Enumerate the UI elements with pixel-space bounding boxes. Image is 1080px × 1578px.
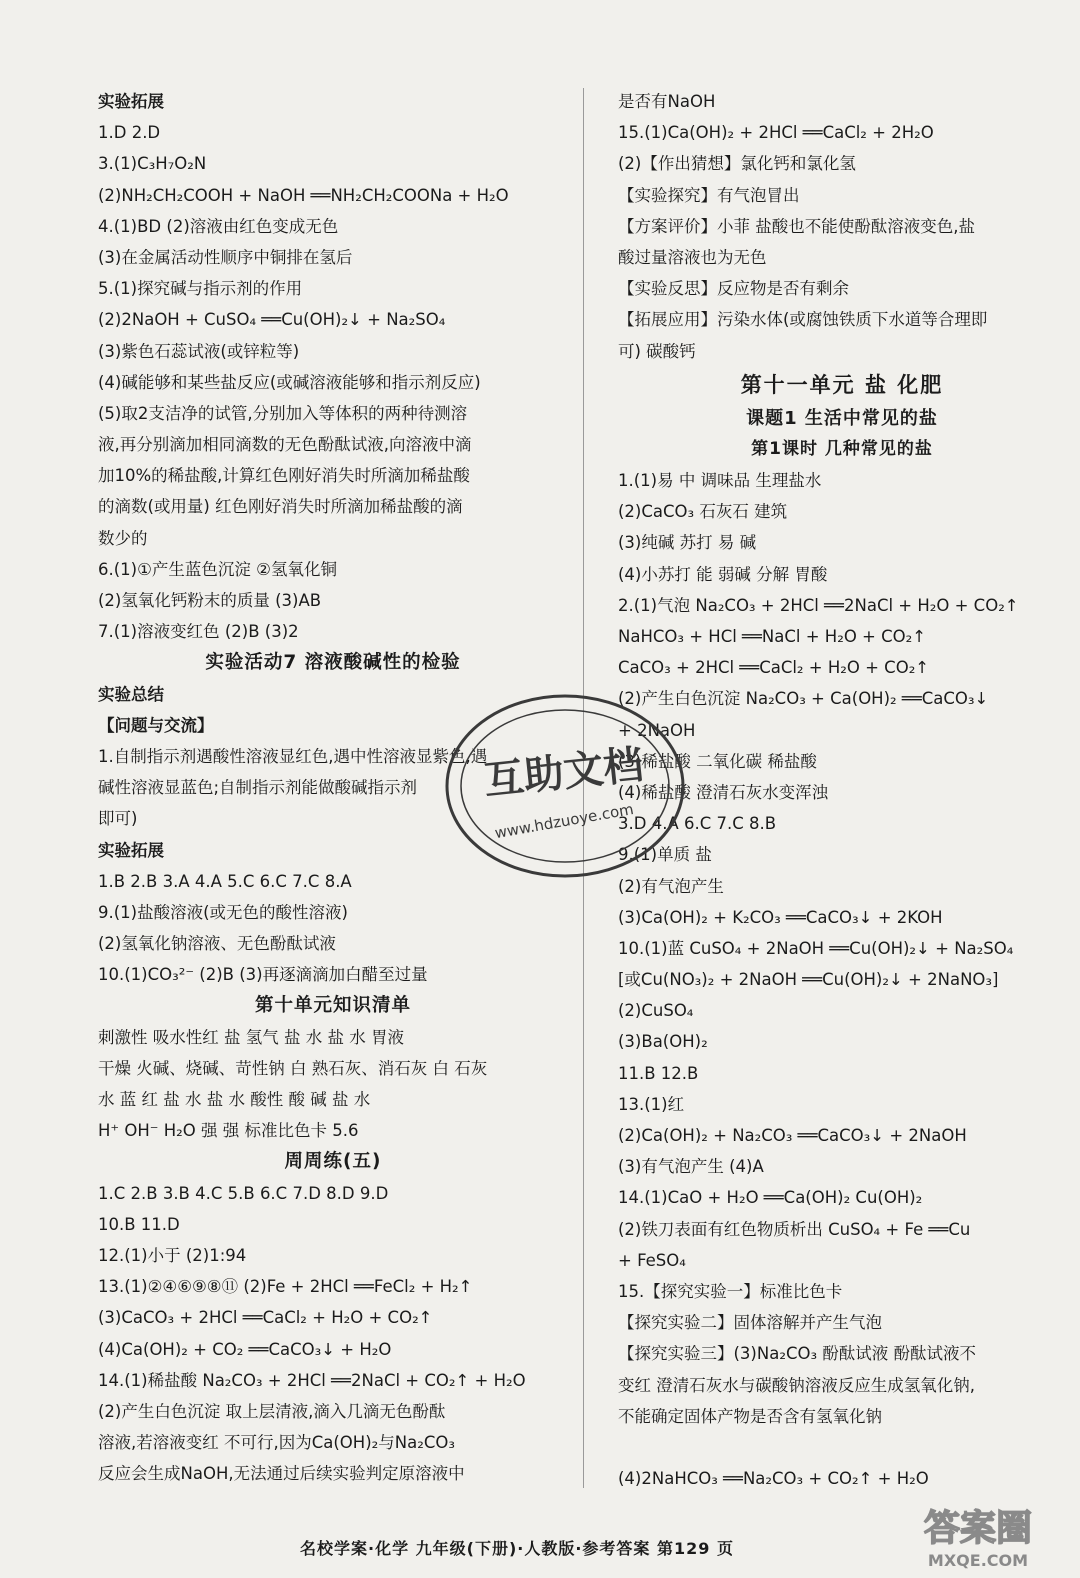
right-answer-line: (2)CuSO₄ [618,1001,694,1021]
right-answer-line: + FeSO₄ [618,1250,686,1270]
right-answer-line: 第1课时 几种常见的盐 [751,438,933,459]
left-answer-line: 数少的 [98,528,148,548]
right-answer-line: 11.B 12.B [618,1063,699,1083]
page-footer: 名校学案·化学 九年级(下册)·人教版·参考答案 第129 页 [300,1539,734,1558]
left-answer-line: 1.C 2.B 3.B 4.C 5.B 6.C 7.D 8.D 9.D [98,1183,389,1203]
left-answer-line: H⁺ OH⁻ H₂O 强 强 标准比色卡 5.6 [98,1121,359,1141]
left-answer-line: 10.(1)CO₃²⁻ (2)B (3)再逐滴滴加白醋至过量 [98,965,428,985]
left-answer-line: 6.(1)①产生蓝色沉淀 ②氢氧化铜 [98,559,337,579]
right-answer-line: 15.(1)Ca(OH)₂ + 2HCl ══CaCl₂ + 2H₂O [618,123,934,143]
right-answer-line: 10.(1)蓝 CuSO₄ + 2NaOH ══Cu(OH)₂↓ + Na₂SO₄ [618,938,1014,958]
right-answer-line: (4)小苏打 能 弱碱 分解 胃酸 [618,564,828,584]
right-answer-line: (3)纯碱 苏打 易 碱 [618,533,757,553]
left-answer-line: (3)在金属活动性顺序中铜排在氢后 [98,247,353,267]
left-answer-line: 碱性溶液显蓝色;自制指示剂能做酸碱指示剂 [98,778,418,798]
right-answer-line: + 2NaOH [618,720,696,740]
right-answer-line: (2)【作出猜想】氯化钙和氯化氢 [618,154,856,174]
left-answer-line: 实验活动7 溶液酸碱性的检验 [205,652,461,674]
left-answer-line: 实验总结 [98,684,164,704]
left-answer-line: 液,再分别滴加相同滴数的无色酚酞试液,向溶液中滴 [98,435,472,455]
right-answer-line [618,1432,1066,1463]
right-answer-line: (2)CaCO₃ 石灰石 建筑 [618,502,788,522]
left-answer-line: (2)氢氧化钠溶液、无色酚酞试液 [98,934,336,954]
right-answer-line: [或Cu(NO₃)₂ + 2NaOH ══Cu(OH)₂↓ + 2NaNO₃] [618,970,999,990]
right-answer-line: CaCO₃ + 2HCl ══CaCl₂ + H₂O + CO₂↑ [618,658,930,678]
right-answer-line: 不能确定固体产物是否含有氢氧化钠 [618,1406,882,1426]
right-answer-line: 【探究实验二】固体溶解并产生气泡 [618,1313,882,1333]
left-answer-line: 3.(1)C₃H₇O₂N [98,154,207,174]
left-answer-line: 10.B 11.D [98,1214,180,1234]
left-answer-line: (2)NH₂CH₂COOH + NaOH ══NH₂CH₂COONa + H₂O [98,185,509,205]
right-answer-line: 1.(1)易 中 调味品 生理盐水 [618,471,822,491]
left-answer-line: 9.(1)盐酸溶液(或无色的酸性溶液) [98,902,348,922]
right-answer-line: 13.(1)红 [618,1094,685,1114]
right-answer-line: 可) 碳酸钙 [618,341,696,361]
right-answer-line: 【实验探究】有气泡冒出 [618,185,800,205]
left-answer-line: 反应会生成NaOH,无法通过后续实验判定原溶液中 [98,1464,465,1484]
right-answer-line: 14.(1)CaO + H₂O ══Ca(OH)₂ Cu(OH)₂ [618,1188,923,1208]
left-answer-line: (2)产生白色沉淀 取上层清液,滴入几滴无色酚酞 [98,1401,446,1421]
left-answer-line: 7.(1)溶液变红色 (2)B (3)2 [98,622,299,642]
right-answer-line: 【拓展应用】污染水体(或腐蚀铁质下水道等合理即 [618,310,988,330]
right-answer-line: (4)稀盐酸 澄清石灰水变浑浊 [618,782,829,802]
left-answer-line: 14.(1)稀盐酸 Na₂CO₃ + 2HCl ══2NaCl + CO₂↑ + H₂O [98,1370,526,1390]
left-answer-line: 即可) [98,809,138,829]
left-answer-line: 第十单元知识清单 [254,995,411,1017]
left-answer-line: 的滴数(或用量) 红色刚好消失时所滴加稀盐酸的滴 [98,497,463,517]
right-answer-line: 课题1 生活中常见的盐 [746,407,938,429]
stamp-main-text: 互助文档 [481,741,646,805]
left-answer-line: 溶液,若溶液变红 不可行,因为Ca(OH)₂与Na₂CO₃ [98,1433,455,1453]
left-answer-line: 干燥 火碱、烧碱、苛性钠 白 熟石灰、消石灰 白 石灰 [98,1058,488,1078]
right-answer-line: 3.D 4.A 6.C 7.C 8.B [618,814,777,834]
left-column [98,86,568,1489]
left-answer-line: (5)取2支洁净的试管,分别加入等体积的两种待测溶 [98,403,468,423]
right-answer-line: 【方案评价】小菲 盐酸也不能使酚酞溶液变色,盐 [618,216,975,236]
left-answer-line: 【问题与交流】 [98,715,214,735]
left-answer-line: 水 蓝 红 盐 水 盐 水 酸性 酸 碱 盐 水 [98,1090,371,1109]
right-answer-line: (2)产生白色沉淀 Na₂CO₃ + Ca(OH)₂ ══CaCO₃↓ [618,689,989,709]
right-answer-line: (3)有气泡产生 (4)A [618,1157,764,1177]
right-answer-line: (3)Ca(OH)₂ + K₂CO₃ ══CaCO₃↓ + 2KOH [618,907,943,927]
right-answer-line: 9.(1)单质 盐 [618,845,712,865]
right-answer-line: (2)有气泡产生 [618,876,724,896]
stamp-url-text: www.hdzuoye.com [493,799,635,843]
corner-watermark-url: MXQE.COM [927,1551,1029,1570]
right-answer-line: 变红 澄清石灰水与碳酸钠溶液反应生成氢氧化钠, [618,1375,975,1395]
right-answer-line: 【实验反思】反应物是否有剩余 [618,279,849,299]
left-answer-line: (2)氢氧化钙粉末的质量 (3)AB [98,591,322,610]
left-answer-line: 周周练(五) [284,1151,382,1173]
right-answer-line: (2)Ca(OH)₂ + Na₂CO₃ ══CaCO₃↓ + 2NaOH [618,1126,967,1145]
right-answer-line: 第十一单元 盐 化肥 [740,372,944,397]
column-divider [583,88,584,1488]
right-answer-line: (4)2NaHCO₃ ══Na₂CO₃ + CO₂↑ + H₂O [618,1469,929,1489]
right-answer-line: (3)Ba(OH)₂ [618,1032,708,1052]
right-column [618,86,1066,1494]
right-answer-line: (2)铁刀表面有红色物质析出 CuSO₄ + Fe ══Cu [618,1219,971,1239]
left-answer-line: 1.D 2.D [98,123,161,143]
right-answer-line: 【探究实验三】(3)Na₂CO₃ 酚酞试液 酚酞试液不 [618,1344,977,1364]
left-answer-line: 刺激性 吸水性红 盐 氢气 盐 水 盐 水 胃液 [98,1027,404,1047]
left-answer-line: 4.(1)BD (2)溶液由红色变成无色 [98,216,339,236]
right-answer-line: 2.(1)气泡 Na₂CO₃ + 2HCl ══2NaCl + H₂O + CO₂↑ [618,595,1019,615]
right-answer-line: 15.【探究实验一】标准比色卡 [618,1281,843,1301]
left-answer-line: 1.B 2.B 3.A 4.A 5.C 6.C 7.C 8.A [98,871,352,891]
left-answer-line: 加10%的稀盐酸,计算红色刚好消失时所滴加稀盐酸 [98,466,470,486]
left-answer-line: 12.(1)小于 (2)1:94 [98,1245,247,1265]
left-answer-line: (3)紫色石蕊试液(或锌粒等) [98,341,300,361]
left-answer-line: 1.自制指示剂遇酸性溶液显红色,遇中性溶液显紫色,遇 [98,746,488,766]
left-answer-line: 实验拓展 [98,92,164,111]
left-answer-line: 实验拓展 [98,840,164,860]
left-answer-line: (4)碱能够和某些盐反应(或碱溶液能够和指示剂反应) [98,372,481,392]
right-answer-line: 酸过量溶液也为无色 [618,247,767,267]
right-answer-line: 是否有NaOH [618,92,716,111]
corner-watermark-main: 答案圈 [923,1508,1033,1549]
left-answer-line: 5.(1)探究碱与指示剂的作用 [98,279,303,299]
left-answer-line: (3)CaCO₃ + 2HCl ══CaCl₂ + H₂O + CO₂↑ [98,1308,433,1328]
right-answer-line: (3)稀盐酸 二氧化碳 稀盐酸 [618,751,817,771]
left-answer-line: (4)Ca(OH)₂ + CO₂ ══CaCO₃↓ + H₂O [98,1339,392,1359]
right-answer-line: NaHCO₃ + HCl ══NaCl + H₂O + CO₂↑ [618,627,927,646]
left-answer-line: (2)2NaOH + CuSO₄ ══Cu(OH)₂↓ + Na₂SO₄ [98,310,446,330]
left-answer-line: 13.(1)②④⑥⑨⑧⑪ (2)Fe + 2HCl ══FeCl₂ + H₂↑ [98,1277,473,1297]
